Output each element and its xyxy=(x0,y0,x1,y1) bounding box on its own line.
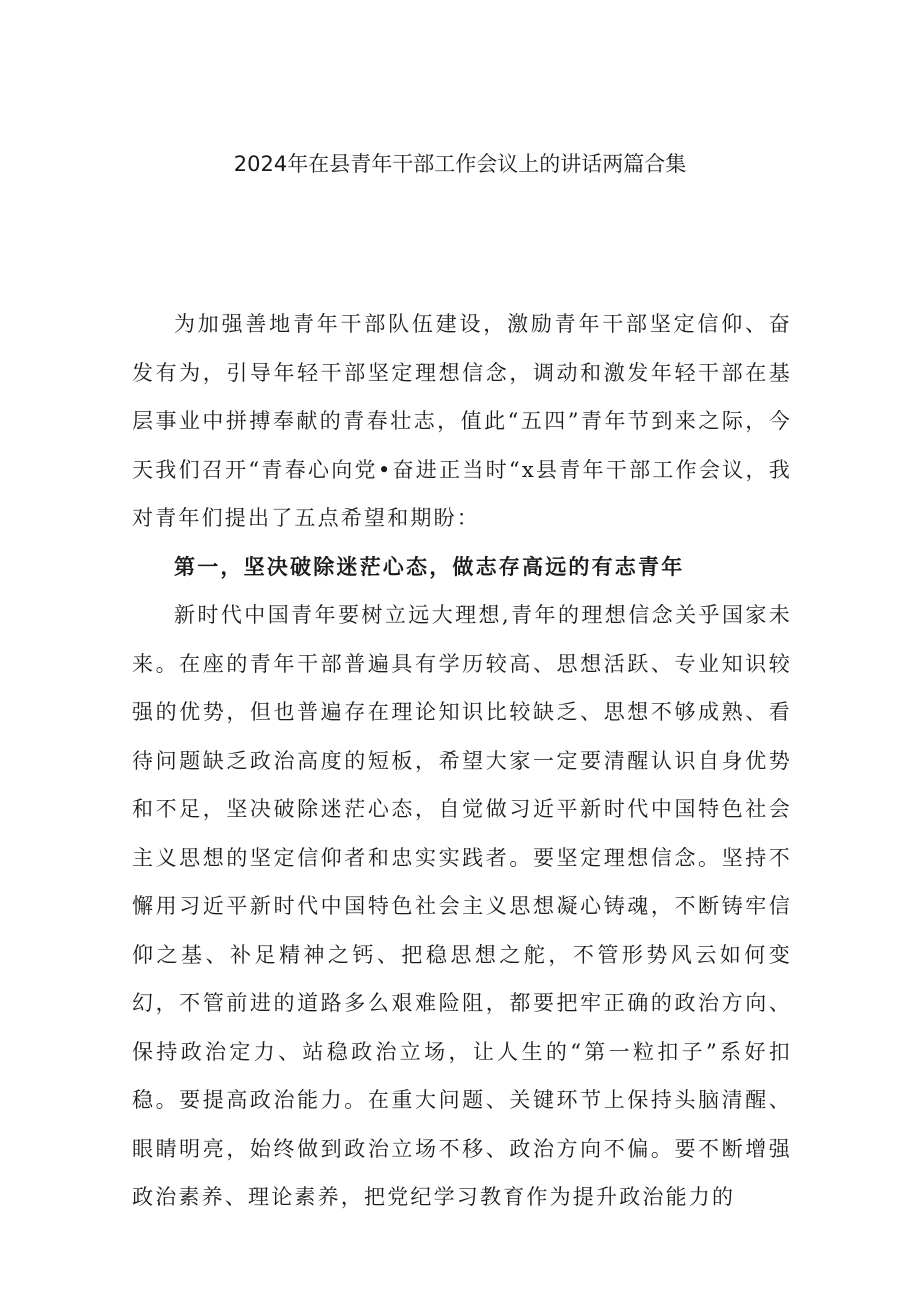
section-1-paragraph: 新时代中国青年要树立远大理想,青年的理想信念关乎国家未来。在座的青年干部普遍具有学历较高、思想活跃、专业知识较强的优势，但也普遍存在理论知识比较缺乏、思想不够成熟、看待问题缺乏政治高度的短板，希望大家一定要清醒认识自身优势和不足，坚决破除迷茫心态，自觉做习近平新时代中国特色社会主义思想的坚定信仰者和忠实实践者。要坚定理想信念。坚持不懈用习近平新时代中国特色社会主义思想凝心铸魂，不断铸牢信仰之基、补足精神之钙、把稳思想之舵，不管形势风云如何变幻，不管前进的道路多么艰难险阻，都要把牢正确的政治方向、保持政治定力、站稳政治立场，让人生的“第一粒扣子”系好扣稳。要提高政治能力。在重大问题、关键环节上保持头脑清醒、眼睛明亮，始终做到政治立场不移、政治方向不偏。要不断增强政治素养、理论素养，把党纪学习教育作为提升政治能力的 xyxy=(132,603,792,1209)
section-1-heading: 第一，坚决破除迷茫心态，做志存高远的有志青年 xyxy=(174,553,685,579)
intro-paragraph: 为加强善地青年干部队伍建设，激励青年干部坚定信仰、奋发有为，引导年轻干部坚定理想信念，调动和激发年轻干部在基层事业中拼搏奉献的青春壮志，值此“五四”青年节到来之际，今天我们召开“青春心向党•奋进正当时“x县青年干部工作会议，我对青年们提出了五点希望和期盼： xyxy=(132,312,792,530)
document-body xyxy=(132,300,792,1222)
document-title: 2024年在县青年干部工作会议上的讲话两篇合集 xyxy=(233,152,687,176)
